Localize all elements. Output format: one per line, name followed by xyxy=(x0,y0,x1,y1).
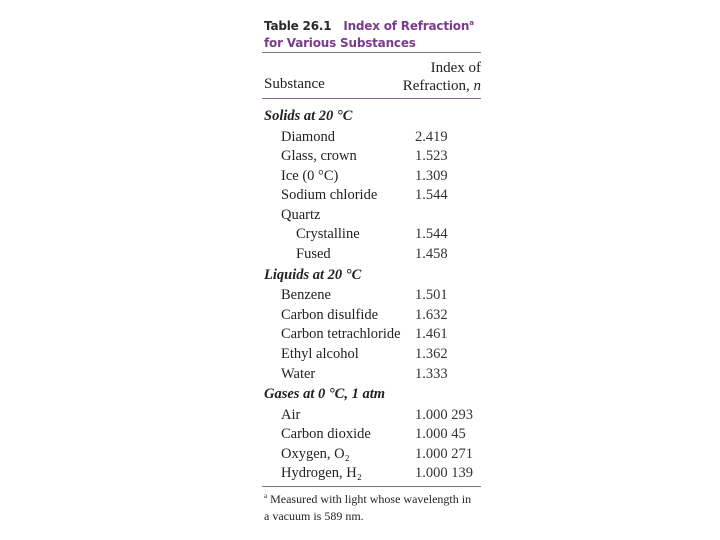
table-row xyxy=(264,345,481,365)
substance-name: Benzene xyxy=(281,287,331,304)
substance-name: Ice (0 °C) xyxy=(281,167,339,184)
section-heading: Solids at 20 °C xyxy=(264,108,353,124)
table-row xyxy=(264,286,481,306)
substance-name: Air xyxy=(281,406,301,423)
refraction-index-value: 1.458 xyxy=(415,246,448,263)
table-row xyxy=(264,167,481,187)
section-heading: Liquids at 20 °C xyxy=(264,266,362,283)
table-row xyxy=(264,206,481,226)
substance-name: Ethyl alcohol xyxy=(281,345,359,362)
header-index-line2: Refraction, xyxy=(402,78,474,94)
table-title xyxy=(264,15,474,52)
refraction-index-value: 1.000 139 xyxy=(415,465,473,482)
refraction-index-value: 1.000 293 xyxy=(415,406,473,423)
refraction-index-value: 1.309 xyxy=(415,167,448,184)
section-heading: Gases at 0 °C, 1 atm xyxy=(264,386,385,403)
substance-name: Carbon tetrachloride xyxy=(281,326,401,343)
substance-name: Fused xyxy=(296,246,331,263)
footnote-line1: Measured with light whose wavelength in xyxy=(267,492,472,506)
title-footnote-mark: a xyxy=(469,19,474,27)
footnote xyxy=(264,488,471,525)
table-row xyxy=(264,147,481,167)
table-row xyxy=(264,128,481,148)
table-row xyxy=(264,306,481,326)
title-rule xyxy=(262,52,481,53)
bottom-rule xyxy=(262,486,481,487)
column-header-substance: Substance xyxy=(264,76,325,92)
refraction-index-value: 1.632 xyxy=(415,306,448,323)
refraction-index-value: 1.544 xyxy=(415,226,448,243)
refraction-index-value: 1.544 xyxy=(415,187,448,204)
refraction-index-value: 1.501 xyxy=(415,287,448,304)
substance-name: Water xyxy=(281,365,316,382)
table-row xyxy=(264,425,481,445)
table-caption: Index of Refraction xyxy=(343,19,470,33)
table-row xyxy=(264,406,481,426)
substance-name: Diamond xyxy=(281,128,335,145)
footnote-line2: a vacuum is 589 nm. xyxy=(264,509,364,523)
refraction-index-value: 1.000 271 xyxy=(415,445,473,462)
refraction-index-value: 1.000 45 xyxy=(415,426,466,443)
table-row xyxy=(264,245,481,265)
refraction-index-value: 1.333 xyxy=(415,365,448,382)
header-index-symbol: n xyxy=(473,78,481,94)
substance-name: Quartz xyxy=(281,206,321,223)
refraction-index-value: 1.461 xyxy=(415,326,448,343)
footnote-mark: a xyxy=(264,492,268,500)
substance-name: Glass, crown xyxy=(281,148,357,165)
table-row xyxy=(264,325,481,345)
refraction-index-value: 1.523 xyxy=(415,148,448,165)
substance-name: Hydrogen, H₂ xyxy=(281,465,362,482)
table-row xyxy=(264,365,481,385)
table-row xyxy=(264,445,481,465)
substance-name: Sodium chloride xyxy=(281,187,378,204)
substance-name: Carbon dioxide xyxy=(281,426,371,443)
table-subtitle: for Various Substances xyxy=(264,36,416,50)
refraction-index-value: 1.362 xyxy=(415,345,448,362)
table-row xyxy=(264,225,481,245)
table-row xyxy=(264,464,481,484)
table-row xyxy=(264,186,481,206)
substance-name: Crystalline xyxy=(296,226,360,243)
column-header-index xyxy=(403,59,481,95)
table-number: Table 26.1 xyxy=(264,19,332,33)
header-rule xyxy=(262,98,481,99)
refraction-index-value: 2.419 xyxy=(415,128,448,145)
header-index-line1: Index of xyxy=(430,60,481,76)
table-body xyxy=(264,106,481,484)
substance-name: Oxygen, O₂ xyxy=(281,445,350,462)
substance-name: Carbon disulfide xyxy=(281,306,379,323)
